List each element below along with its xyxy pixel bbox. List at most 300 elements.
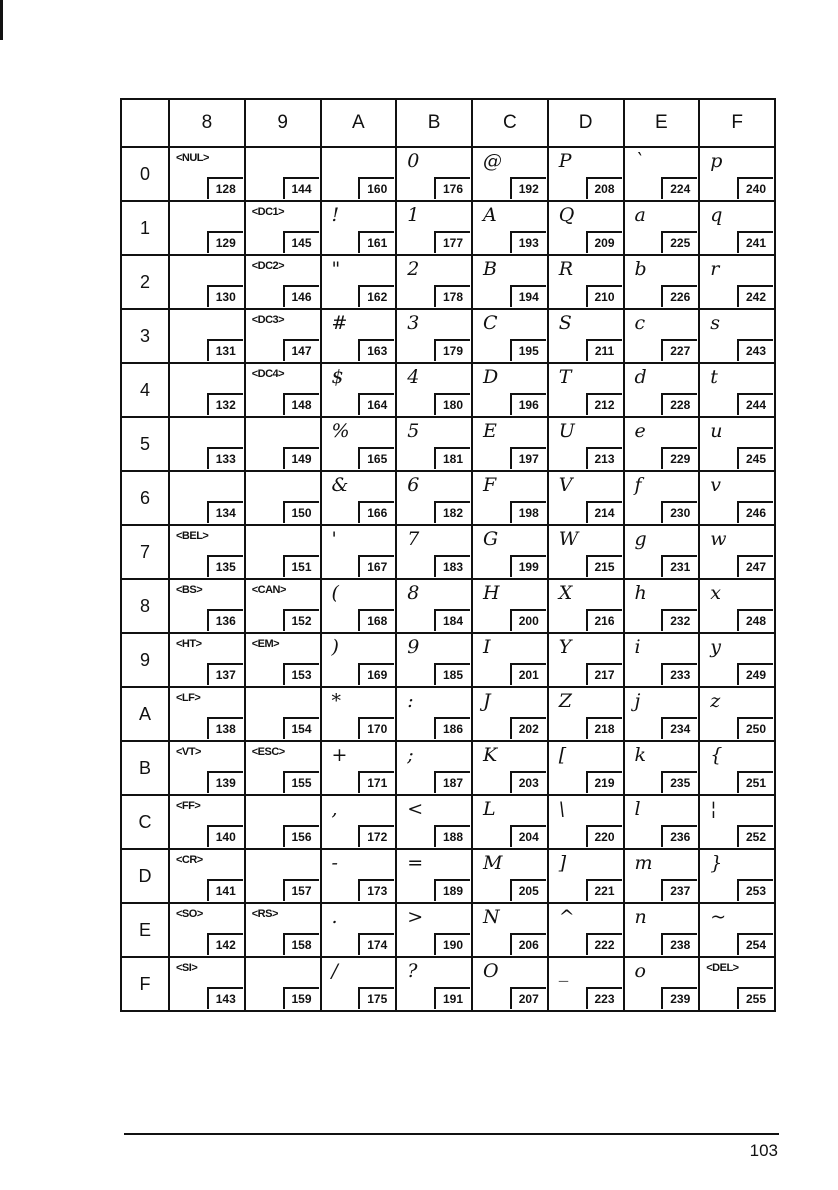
character-glyph: 3: [407, 312, 420, 334]
char-cell: [699, 687, 775, 741]
row-header: 4: [121, 363, 169, 417]
char-cell: [169, 957, 245, 1011]
char-cell: [472, 255, 548, 309]
decimal-code-box: 162: [358, 285, 394, 307]
char-cell: [321, 633, 397, 687]
character-glyph: ]: [558, 852, 567, 874]
character-glyph: I: [483, 636, 491, 658]
decimal-code-box: 204: [510, 825, 546, 847]
decimal-code-box: 131: [207, 339, 243, 361]
char-cell: [472, 147, 548, 201]
character-glyph: L: [483, 798, 496, 820]
decimal-code-box: 144: [283, 177, 319, 199]
char-cell: [548, 957, 624, 1011]
char-cell: [169, 309, 245, 363]
table-row: [121, 579, 775, 633]
control-code-label: <LF>: [176, 692, 201, 704]
char-cell: [548, 363, 624, 417]
decimal-code-box: 190: [434, 933, 470, 955]
row-header: 3: [121, 309, 169, 363]
char-cell: [396, 633, 472, 687]
char-cell: [624, 309, 700, 363]
character-glyph: ^: [558, 906, 575, 928]
character-glyph: o: [634, 960, 646, 982]
char-cell: [245, 255, 321, 309]
decimal-code-box: 148: [283, 393, 319, 415]
character-glyph: ;: [407, 744, 414, 766]
character-glyph: r: [710, 258, 720, 280]
decimal-code-box: 180: [434, 393, 470, 415]
char-cell: [321, 957, 397, 1011]
char-cell: [699, 957, 775, 1011]
row-header: C: [121, 795, 169, 849]
table-row: [121, 633, 775, 687]
character-glyph: [: [558, 744, 567, 766]
decimal-code-box: 221: [586, 879, 622, 901]
char-cell: [472, 309, 548, 363]
character-glyph: u: [710, 420, 723, 442]
char-cell: [321, 201, 397, 255]
char-cell: [245, 795, 321, 849]
decimal-code-box: 163: [358, 339, 394, 361]
decimal-code-box: 224: [661, 177, 697, 199]
corner-cell: [121, 99, 169, 147]
character-glyph: /: [331, 960, 338, 982]
char-cell: [169, 741, 245, 795]
char-cell: [169, 795, 245, 849]
character-glyph: _: [558, 960, 569, 982]
char-cell: [472, 417, 548, 471]
decimal-code-box: 244: [737, 393, 773, 415]
character-glyph: Q: [558, 204, 575, 226]
char-cell: [321, 363, 397, 417]
char-cell: [699, 849, 775, 903]
decimal-code-box: 243: [737, 339, 773, 361]
decimal-code-box: 234: [661, 717, 697, 739]
char-cell: [548, 201, 624, 255]
control-code-label: <DC1>: [251, 206, 285, 218]
char-cell: [548, 903, 624, 957]
decimal-code-box: 142: [207, 933, 243, 955]
decimal-code-box: 164: [358, 393, 394, 415]
char-cell: [624, 525, 700, 579]
char-cell: [548, 147, 624, 201]
decimal-code-box: 156: [283, 825, 319, 847]
table-row: [121, 471, 775, 525]
decimal-code-box: 137: [207, 663, 243, 685]
char-cell: [245, 147, 321, 201]
column-header: B: [396, 99, 472, 147]
decimal-code-box: 169: [358, 663, 394, 685]
decimal-code-box: 196: [510, 393, 546, 415]
char-cell: [624, 363, 700, 417]
decimal-code-box: 139: [207, 771, 243, 793]
char-cell: [699, 363, 775, 417]
char-cell: [321, 741, 397, 795]
char-cell: [169, 255, 245, 309]
decimal-code-box: 250: [737, 717, 773, 739]
character-glyph: k: [634, 744, 647, 766]
row-header: E: [121, 903, 169, 957]
character-glyph: c: [634, 312, 646, 334]
char-cell: [245, 741, 321, 795]
table-row: [121, 525, 775, 579]
decimal-code-box: 208: [586, 177, 622, 199]
decimal-code-box: 141: [207, 879, 243, 901]
char-cell: [624, 795, 700, 849]
char-cell: [245, 525, 321, 579]
char-cell: [169, 849, 245, 903]
char-cell: [245, 363, 321, 417]
decimal-code-box: 191: [434, 987, 470, 1009]
character-glyph: 2: [407, 258, 420, 280]
decimal-code-box: 151: [283, 555, 319, 577]
decimal-code-box: 198: [510, 501, 546, 523]
char-cell: [624, 633, 700, 687]
character-glyph: V: [558, 474, 573, 496]
decimal-code-box: 218: [586, 717, 622, 739]
table-row: [121, 687, 775, 741]
char-cell: [321, 903, 397, 957]
decimal-code-box: 146: [283, 285, 319, 307]
decimal-code-box: 194: [510, 285, 546, 307]
control-code-label: <FF>: [176, 800, 201, 812]
character-glyph: 4: [407, 366, 420, 388]
decimal-code-box: 197: [510, 447, 546, 469]
column-header: A: [321, 99, 397, 147]
char-cell: [624, 579, 700, 633]
decimal-code-box: 239: [661, 987, 697, 1009]
column-header: 9: [245, 99, 321, 147]
decimal-code-box: 214: [586, 501, 622, 523]
character-glyph: $: [331, 366, 344, 388]
char-cell: [472, 687, 548, 741]
column-header-row: [121, 99, 775, 147]
decimal-code-box: 233: [661, 663, 697, 685]
decimal-code-box: 202: [510, 717, 546, 739]
decimal-code-box: 149: [283, 447, 319, 469]
char-cell: [321, 525, 397, 579]
decimal-code-box: 203: [510, 771, 546, 793]
character-glyph: H: [483, 582, 500, 604]
table-row: [121, 903, 775, 957]
char-cell: [169, 471, 245, 525]
char-cell: [396, 741, 472, 795]
character-glyph: `: [634, 150, 644, 172]
decimal-code-box: 192: [510, 177, 546, 199]
char-cell: [624, 471, 700, 525]
character-glyph: ": [331, 258, 341, 280]
decimal-code-box: 167: [358, 555, 394, 577]
char-cell: [472, 579, 548, 633]
footer-rule: [124, 1133, 779, 1135]
control-code-label: <CAN>: [251, 584, 286, 596]
decimal-code-box: 225: [661, 231, 697, 253]
decimal-code-box: 133: [207, 447, 243, 469]
character-glyph: !: [331, 204, 340, 226]
character-glyph: x: [710, 582, 721, 604]
char-cell: [624, 741, 700, 795]
row-header: 6: [121, 471, 169, 525]
char-cell: [321, 417, 397, 471]
char-cell: [699, 795, 775, 849]
decimal-code-box: 232: [661, 609, 697, 631]
decimal-code-box: 231: [661, 555, 697, 577]
decimal-code-box: 219: [586, 771, 622, 793]
char-cell: [472, 633, 548, 687]
char-cell: [548, 417, 624, 471]
decimal-code-box: 165: [358, 447, 394, 469]
decimal-code-box: 199: [510, 555, 546, 577]
decimal-code-box: 182: [434, 501, 470, 523]
row-header: 8: [121, 579, 169, 633]
character-glyph: 6: [407, 474, 420, 496]
character-glyph: Y: [558, 636, 572, 658]
character-glyph: e: [634, 420, 646, 442]
character-glyph: \: [558, 798, 566, 820]
control-code-label: <DC4>: [251, 368, 285, 380]
char-cell: [624, 849, 700, 903]
decimal-code-box: 242: [737, 285, 773, 307]
control-code-label: <SI>: [176, 962, 198, 974]
char-cell: [699, 417, 775, 471]
control-code-label: <BEL>: [176, 530, 209, 542]
decimal-code-box: 246: [737, 501, 773, 523]
char-cell: [396, 471, 472, 525]
decimal-code-box: 252: [737, 825, 773, 847]
char-cell: [548, 687, 624, 741]
decimal-code-box: 152: [283, 609, 319, 631]
char-cell: [245, 957, 321, 1011]
table-row: [121, 147, 775, 201]
decimal-code-box: 227: [661, 339, 697, 361]
decimal-code-box: 145: [283, 231, 319, 253]
table-row: [121, 201, 775, 255]
character-glyph: t: [710, 366, 718, 388]
decimal-code-box: 210: [586, 285, 622, 307]
decimal-code-box: 129: [207, 231, 243, 253]
character-glyph: q: [710, 204, 723, 226]
control-code-label: <NUL>: [176, 152, 209, 164]
char-cell: [169, 363, 245, 417]
decimal-code-box: 187: [434, 771, 470, 793]
decimal-code-box: 201: [510, 663, 546, 685]
decimal-code-box: 172: [358, 825, 394, 847]
char-cell: [321, 849, 397, 903]
character-glyph: R: [558, 258, 574, 280]
decimal-code-box: 173: [358, 879, 394, 901]
decimal-code-box: 185: [434, 663, 470, 685]
character-glyph: T: [558, 366, 572, 388]
character-glyph: J: [483, 690, 491, 712]
decimal-code-box: 200: [510, 609, 546, 631]
decimal-code-box: 228: [661, 393, 697, 415]
character-glyph: ~: [710, 906, 727, 928]
character-glyph: &: [331, 474, 349, 496]
character-glyph: <: [407, 798, 424, 820]
char-cell: [699, 633, 775, 687]
char-cell: [548, 525, 624, 579]
character-glyph: N: [483, 906, 500, 928]
decimal-code-box: 212: [586, 393, 622, 415]
char-cell: [396, 903, 472, 957]
char-cell: [472, 363, 548, 417]
char-cell: [548, 633, 624, 687]
char-cell: [472, 849, 548, 903]
char-cell: [624, 687, 700, 741]
decimal-code-box: 207: [510, 987, 546, 1009]
char-cell: [245, 633, 321, 687]
character-glyph: }: [710, 852, 723, 874]
character-glyph: X: [558, 582, 573, 604]
char-cell: [548, 579, 624, 633]
char-cell: [472, 525, 548, 579]
table-row: [121, 417, 775, 471]
character-glyph: s: [710, 312, 721, 334]
char-cell: [245, 579, 321, 633]
char-cell: [396, 201, 472, 255]
character-glyph: %: [331, 420, 350, 442]
character-glyph: h: [634, 582, 647, 604]
decimal-code-box: 176: [434, 177, 470, 199]
control-code-label: <DC2>: [251, 260, 285, 272]
row-header: F: [121, 957, 169, 1011]
decimal-code-box: 128: [207, 177, 243, 199]
decimal-code-box: 216: [586, 609, 622, 631]
character-glyph: i: [634, 636, 641, 658]
character-glyph: B: [483, 258, 497, 280]
character-glyph: l: [634, 798, 641, 820]
char-cell: [624, 417, 700, 471]
character-glyph: D: [483, 366, 499, 388]
char-cell: [169, 201, 245, 255]
char-cell: [699, 741, 775, 795]
character-glyph: z: [710, 690, 721, 712]
character-glyph: G: [483, 528, 499, 550]
table-row: [121, 795, 775, 849]
control-code-label: <DC3>: [251, 314, 285, 326]
char-cell: [245, 309, 321, 363]
decimal-code-box: 140: [207, 825, 243, 847]
decimal-code-box: 236: [661, 825, 697, 847]
character-glyph: O: [483, 960, 499, 982]
char-cell: [396, 147, 472, 201]
char-cell: [624, 147, 700, 201]
column-header: D: [548, 99, 624, 147]
decimal-code-box: 150: [283, 501, 319, 523]
char-cell: [699, 255, 775, 309]
column-header: E: [624, 99, 700, 147]
control-code-label: <CR>: [176, 854, 203, 866]
character-glyph: C: [483, 312, 498, 334]
character-glyph: E: [483, 420, 497, 442]
char-cell: [169, 525, 245, 579]
column-header: F: [699, 99, 775, 147]
char-cell: [396, 417, 472, 471]
decimal-code-box: 132: [207, 393, 243, 415]
char-cell: [396, 579, 472, 633]
decimal-code-box: 143: [207, 987, 243, 1009]
control-code-label: <DEL>: [706, 962, 739, 974]
decimal-code-box: 136: [207, 609, 243, 631]
character-glyph: +: [331, 744, 348, 766]
char-cell: [472, 201, 548, 255]
decimal-code-box: 171: [358, 771, 394, 793]
character-glyph: @: [483, 150, 502, 172]
character-glyph: M: [483, 852, 503, 874]
char-cell: [321, 309, 397, 363]
character-glyph: W: [558, 528, 579, 550]
character-glyph: ?: [407, 960, 418, 982]
table-row: [121, 849, 775, 903]
character-glyph: U: [558, 420, 575, 442]
decimal-code-box: 193: [510, 231, 546, 253]
decimal-code-box: 205: [510, 879, 546, 901]
decimal-code-box: 195: [510, 339, 546, 361]
decimal-code-box: 168: [358, 609, 394, 631]
decimal-code-box: 186: [434, 717, 470, 739]
decimal-code-box: 161: [358, 231, 394, 253]
char-cell: [169, 579, 245, 633]
decimal-code-box: 181: [434, 447, 470, 469]
decimal-code-box: 226: [661, 285, 697, 307]
char-cell: [169, 417, 245, 471]
character-glyph: 0: [407, 150, 420, 172]
char-cell: [169, 687, 245, 741]
char-cell: [699, 201, 775, 255]
character-glyph: *: [331, 690, 341, 712]
character-glyph: d: [634, 366, 647, 388]
control-code-label: <VT>: [176, 746, 201, 758]
character-glyph: p: [710, 150, 723, 172]
decimal-code-box: 158: [283, 933, 319, 955]
table-row: [121, 255, 775, 309]
table-row: [121, 309, 775, 363]
control-code-label: <SO>: [176, 908, 203, 920]
decimal-code-box: 220: [586, 825, 622, 847]
row-header: B: [121, 741, 169, 795]
character-glyph: m: [634, 852, 653, 874]
character-glyph: A: [483, 204, 497, 226]
control-code-label: <BS>: [176, 584, 203, 596]
character-glyph: ,: [331, 798, 338, 820]
char-cell: [472, 957, 548, 1011]
control-code-label: <RS>: [251, 908, 278, 920]
char-cell: [624, 903, 700, 957]
control-code-label: <ESC>: [251, 746, 285, 758]
row-header: 9: [121, 633, 169, 687]
character-glyph: j: [634, 690, 641, 712]
char-cell: [624, 255, 700, 309]
decimal-code-box: 147: [283, 339, 319, 361]
char-cell: [396, 255, 472, 309]
character-glyph: #: [331, 312, 348, 334]
char-cell: [548, 309, 624, 363]
decimal-code-box: 213: [586, 447, 622, 469]
decimal-code-box: 251: [737, 771, 773, 793]
decimal-code-box: 255: [737, 987, 773, 1009]
character-code-table: [120, 98, 776, 1012]
character-glyph: ): [331, 636, 339, 658]
char-cell: [169, 903, 245, 957]
char-cell: [624, 957, 700, 1011]
decimal-code-box: 237: [661, 879, 697, 901]
char-cell: [245, 903, 321, 957]
decimal-code-box: 222: [586, 933, 622, 955]
character-glyph: 1: [407, 204, 420, 226]
page-number: 103: [749, 1141, 778, 1160]
char-cell: [245, 417, 321, 471]
